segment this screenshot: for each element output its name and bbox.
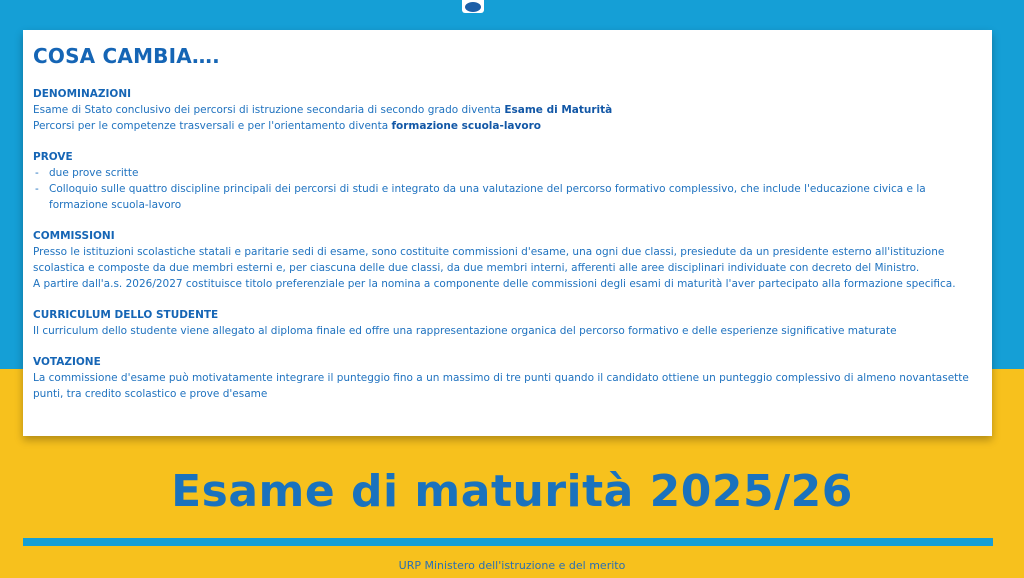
- formazione-scuola-lavoro-term: formazione scuola-lavoro: [391, 120, 541, 132]
- commissioni-paragraph-1: Presso le istituzioni scolastiche statali e paritarie sedi di esame, sono costituite commissioni d'esame, una ogni due classi, presiedute da un presidente esterno all'istituzione scolastica e composte da due membri esterni e, per ciascuna delle due classi, da due membri interni, afferenti alle aree disciplinari individuate con decreto del Ministro.: [33, 246, 945, 274]
- list-item: - Colloquio sulle quattro discipline principali dei percorsi di studi e integrato da una valutazione del percorso formativo complessivo, che include l'educazione civica e la formazione scuola-lavoro: [33, 181, 982, 213]
- section-commissioni: [33, 228, 982, 292]
- ministry-logo-icon: [462, 0, 484, 13]
- list-item: - due prove scritte: [33, 165, 982, 181]
- section-heading-votazione: VOTAZIONE: [33, 356, 101, 368]
- section-heading-curriculum: CURRICULUM DELLO STUDENTE: [33, 309, 219, 321]
- main-title: Esame di maturità 2025/26: [171, 466, 853, 517]
- section-heading-denominazioni: DENOMINAZIONI: [33, 88, 132, 100]
- denominazioni-line-1: Esame di Stato conclusivo dei percorsi di istruzione secondaria di secondo grado diventa Esame di Maturità: [33, 104, 613, 116]
- section-votazione: [33, 354, 982, 402]
- votazione-paragraph: La commissione d'esame può motivatamente integrare il punteggio fino a un massimo di tre punti quando il candidato ottiene un punteggio complessivo di almeno novantasette punti, tra credito scolastico e prove d'esame: [33, 372, 969, 400]
- footer-text: URP Ministero dell'istruzione e del merito: [398, 559, 626, 572]
- section-heading-prove: PROVE: [33, 151, 73, 163]
- prove-list: [33, 165, 982, 213]
- curriculum-paragraph: Il curriculum dello studente viene allegato al diploma finale ed offre una rappresentazione organica del percorso formativo e delle esperienze significative maturate: [33, 325, 897, 337]
- commissioni-paragraph-2: A partire dall'a.s. 2026/2027 costituisce titolo preferenziale per la nomina a componente delle commissioni degli esami di maturità l'aver partecipato alla formazione specifica.: [33, 278, 956, 290]
- denominazioni-line-2: Percorsi per le competenze trasversali e per l'orientamento diventa formazione scuola-lavoro: [33, 120, 541, 132]
- section-curriculum: [33, 307, 982, 339]
- section-heading-commissioni: COMMISSIONI: [33, 230, 115, 242]
- section-denominazioni: [33, 86, 982, 134]
- esame-maturita-term: Esame di Maturità: [504, 104, 613, 116]
- divider-rule: [23, 538, 993, 546]
- content-card: [23, 30, 992, 436]
- section-prove: [33, 149, 982, 213]
- card-heading: COSA CAMBIA….: [33, 44, 220, 68]
